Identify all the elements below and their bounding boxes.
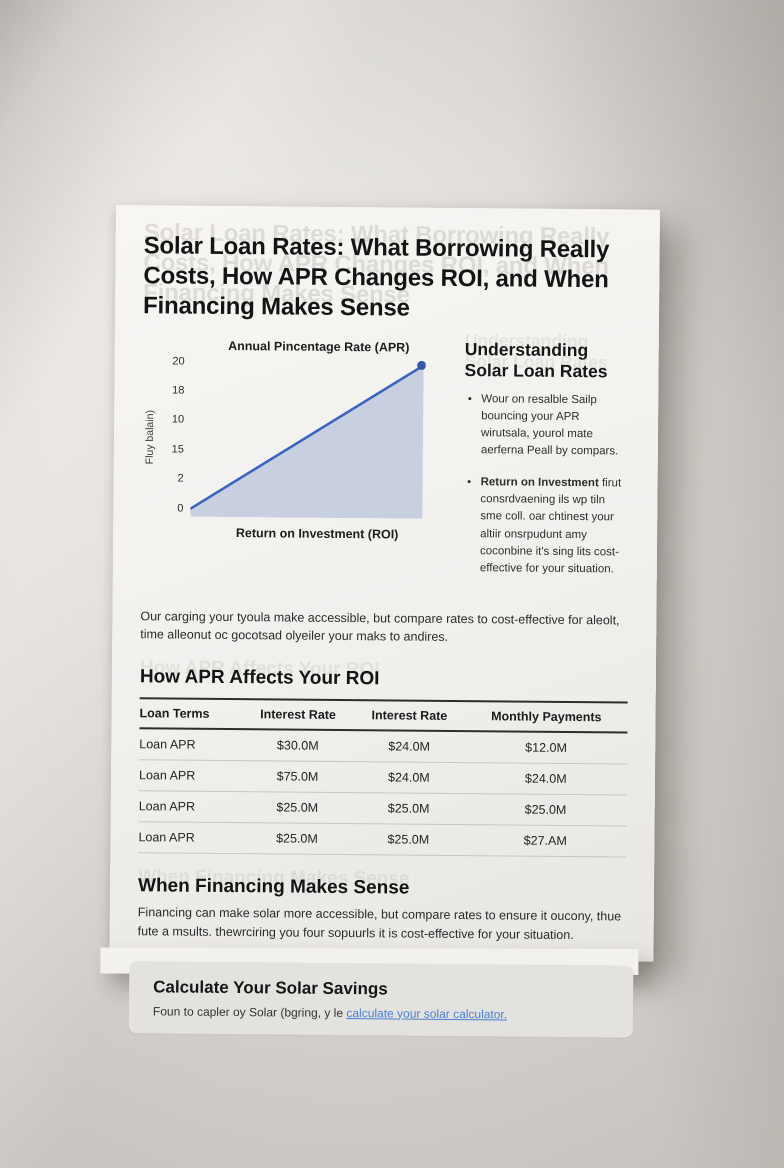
chart-plot-area	[190, 358, 425, 518]
apr-roi-chart	[141, 355, 450, 519]
value-cell: $25.0M	[241, 792, 353, 824]
value-cell: $27.AM	[464, 825, 627, 857]
list-item	[481, 392, 631, 461]
y-tick-label: 20	[172, 355, 185, 368]
apr-roi-table	[138, 697, 627, 857]
table-row	[139, 791, 627, 826]
top-two-column-section	[141, 336, 631, 593]
loan-term-cell: Loan APR	[139, 791, 242, 823]
loan-term-cell: Loan APR	[138, 822, 241, 854]
chart-y-axis-label: Fluy balain)	[143, 409, 157, 465]
column-header-interest-rate-1: Interest Rate	[242, 699, 354, 730]
value-cell: $25.0M	[353, 824, 465, 856]
y-tick-label: 15	[171, 443, 184, 456]
table-header-row	[139, 698, 627, 732]
roi-table-body	[138, 728, 627, 857]
value-cell: $30.0M	[242, 729, 354, 761]
value-cell: $24.0M	[464, 763, 627, 795]
y-tick-label: 18	[172, 384, 185, 397]
chart-title: Annual Pincentage Rate (APR)	[228, 338, 410, 355]
callout-heading: Calculate Your Solar Savings	[153, 976, 388, 998]
value-cell: $12.0M	[465, 731, 628, 764]
value-cell: $24.0M	[353, 730, 465, 762]
list-item	[480, 475, 630, 578]
y-axis-ticks	[157, 355, 191, 516]
chart-x-axis-label: Return on Investment (ROI)	[235, 525, 399, 542]
calculator-callout-box	[129, 961, 634, 1037]
value-cell: $25.0M	[353, 793, 465, 825]
value-cell: $25.0M	[464, 794, 627, 826]
value-cell: $24.0M	[353, 762, 465, 794]
solar-calculator-link[interactable]: calculate your solar calculator.	[346, 1005, 508, 1021]
understanding-bullet-list	[463, 391, 631, 578]
y-tick-label: 2	[177, 472, 184, 485]
callout-text	[153, 1004, 609, 1022]
column-header-loan-terms: Loan Terms	[139, 698, 242, 729]
apr-roi-chart-svg	[190, 358, 425, 518]
document-content	[109, 205, 660, 1037]
table-row	[139, 760, 627, 795]
table-row	[139, 728, 627, 764]
document-page	[109, 205, 660, 1021]
value-cell: $25.0M	[241, 823, 353, 855]
loan-term-cell: Loan APR	[139, 760, 242, 792]
table-header	[139, 698, 627, 732]
bullet-text: Wour on resalble Sailp bouncing your APR wirutsala, yourol mate aerferna Peall by compars.	[480, 393, 619, 458]
value-cell: $75.0M	[242, 761, 354, 793]
intro-paragraph: Our carging your tyoula make accessible, but compare rates to cost-effective for aleolt, time alleonut oc gocotsad olyeiler your maks to andires.	[140, 608, 620, 645]
column-header-monthly-payments: Monthly Payments	[465, 701, 628, 732]
understanding-section	[449, 339, 631, 593]
callout-text-lead: Foun to capler oy Solar (bgring, y le	[152, 1003, 347, 1020]
table-row	[138, 822, 626, 857]
y-tick-label: 10	[171, 413, 185, 427]
financing-section-heading: When Financing Makes Sense	[137, 875, 410, 899]
understanding-heading: Understanding Solar Loan Rates	[464, 338, 608, 382]
chart-column	[141, 336, 451, 592]
loan-term-cell: Loan APR	[139, 728, 242, 760]
financing-paragraph: Financing can make solar more accessible, but compare rates to ensure it oucony, thue fute a msults. thewrciring you four sopuurls it is cost-effective for your situation.	[137, 905, 622, 942]
bullet-text: firut consrdvaening ils wp tiln sme coll. oar chtinest your altiir onsrpudunt amy coconbine it's sing lits cost-effective for your situation.	[479, 477, 622, 575]
y-tick-label: 0	[177, 502, 184, 515]
column-header-interest-rate-2: Interest Rate	[354, 700, 466, 731]
table-section-heading: How APR Affects Your ROI	[139, 666, 380, 690]
bullet-bold-lead: Return on Investment	[480, 476, 599, 490]
page-title: Solar Loan Rates: What Borrowing Really Costs, How APR Changes ROI, and When Financing Makes Sense	[143, 232, 610, 323]
